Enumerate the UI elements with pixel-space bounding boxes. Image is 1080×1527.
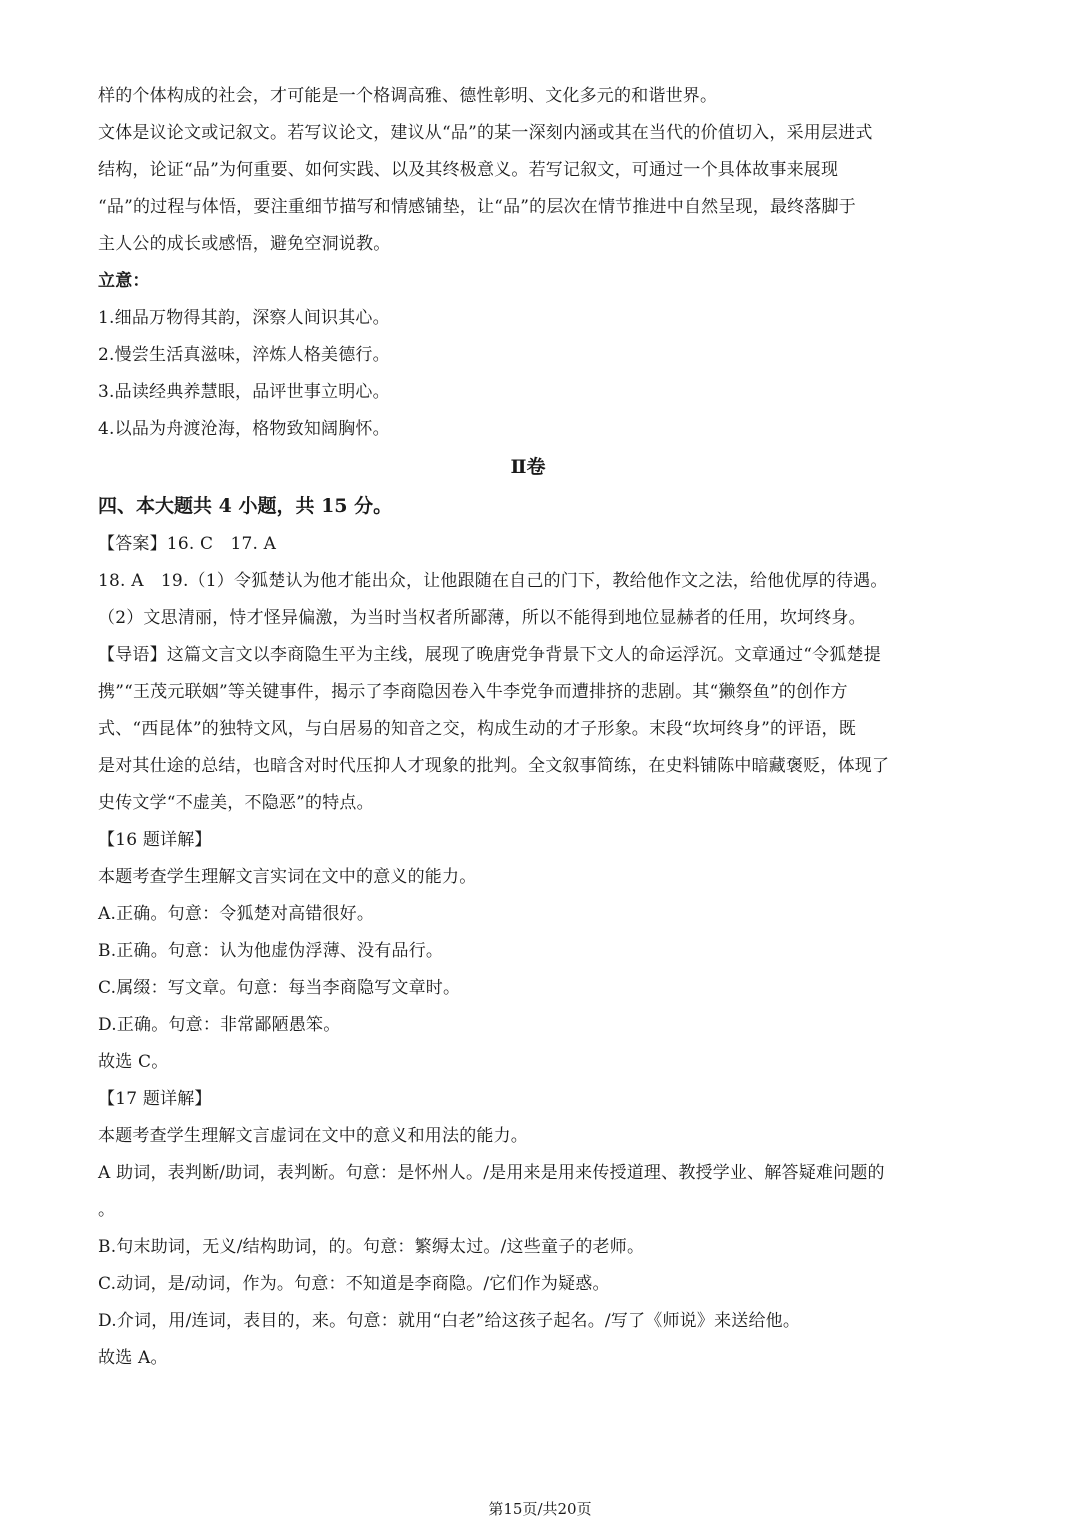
q17-intro: 本题考查学生理解文言虚词在文中的意义和用法的能力。 [98, 1126, 528, 1146]
q16-option: A.正确。句意：令狐楚对高错很好。 [98, 904, 375, 924]
page-number: 第15页/共20页 [488, 1500, 592, 1518]
essay-guide-line: 文体是议论文或记叙文。若写议论文，建议从“品”的某一深刻内涵或其在当代的价值切入，采用层进式 [98, 123, 873, 143]
liyi-item: 1.细品万物得其韵，深察人间识其心。 [98, 308, 390, 328]
essay-guide-line: 样的个体构成的社会，才可能是一个格调高雅、德性彰明、文化多元的和谐世界。 [98, 86, 718, 106]
q17-option-a-continued: 。 [98, 1200, 116, 1220]
answer-line: 【答案】16. C 17. A [98, 534, 277, 554]
liyi-item: 3.品读经典养慧眼，品评世事立明心。 [98, 382, 390, 402]
liyi-heading: 立意： [98, 271, 150, 291]
daoyu-line: 携”“王茂元联姻”等关键事件，揭示了李商隐因卷入牛李党争而遭排挤的悲剧。其“獭祭鱼”的创作方 [98, 682, 848, 702]
q17-heading: 【17 题详解】 [98, 1089, 212, 1109]
answer-line: （2）文思清丽，恃才怪异偏激，为当时当权者所鄙薄，所以不能得到地位显赫者的任用，坎坷终身。 [98, 608, 866, 628]
q17-conclusion: 故选 A。 [98, 1348, 168, 1368]
q16-option: D.正确。句意：非常鄙陋愚笨。 [98, 1015, 341, 1035]
section-title: 四、本大题共 4 小题，共 15 分。 [98, 495, 393, 517]
q17-option-c: C.动词，是/动词，作为。句意：不知道是李商隐。/它们作为疑惑。 [98, 1274, 610, 1294]
q16-conclusion: 故选 C。 [98, 1052, 169, 1072]
daoyu-line: 史传文学“不虚美，不隐恶”的特点。 [98, 793, 374, 813]
answer-line: 18. A 19.（1）令狐楚认为他才能出众，让他跟随在自己的门下，教给他作文之法，给他优厚的待遇。 [98, 571, 888, 591]
daoyu-line: 【导语】这篇文言文以李商隐生平为主线，展现了晚唐党争背景下文人的命运浮沉。文章通过“令狐楚提 [98, 645, 881, 665]
essay-guide-line: 结构，论证“品”为何重要、如何实践、以及其终极意义。若写记叙文，可通过一个具体故事来展现 [98, 160, 839, 180]
essay-guide-line: “品”的过程与体悟，要注重细节描写和情感铺垫，让“品”的层次在情节推进中自然呈现，最终落脚于 [98, 197, 856, 217]
liyi-item: 4.以品为舟渡沧海，格物致知阔胸怀。 [98, 419, 390, 439]
liyi-item: 2.慢尝生活真滋味，淬炼人格美德行。 [98, 345, 390, 365]
q17-option-a: A 助词，表判断/助词，表判断。句意：是怀州人。/是用来是用来传授道理、教授学业、解答疑难问题的 [98, 1163, 885, 1183]
essay-guide-line: 主人公的成长或感悟，避免空洞说教。 [98, 234, 391, 254]
document-body [98, 78, 978, 1377]
volume-title: Ⅱ卷 [510, 456, 546, 478]
q16-option: C.属缀：写文章。句意：每当李商隐写文章时。 [98, 978, 461, 998]
daoyu-line: 式、“西昆体”的独特文风，与白居易的知音之交，构成生动的才子形象。末段“坎坷终身”的评语，既 [98, 719, 856, 739]
daoyu-line: 是对其仕途的总结，也暗含对时代压抑人才现象的批判。全文叙事简练，在史料铺陈中暗藏褒贬，体现了 [98, 756, 890, 776]
q17-option-b: B.句末助词，无义/结构助词，的。句意：繁缛太过。/这些童子的老师。 [98, 1237, 645, 1257]
q16-heading: 【16 题详解】 [98, 830, 212, 850]
q16-option: B.正确。句意：认为他虚伪浮薄、没有品行。 [98, 941, 444, 961]
q16-intro: 本题考查学生理解文言实词在文中的意义的能力。 [98, 867, 477, 887]
q17-option-d: D.介词，用/连词，表目的，来。句意：就用“白老”给这孩子起名。/写了《师说》来送给他。 [98, 1311, 801, 1331]
